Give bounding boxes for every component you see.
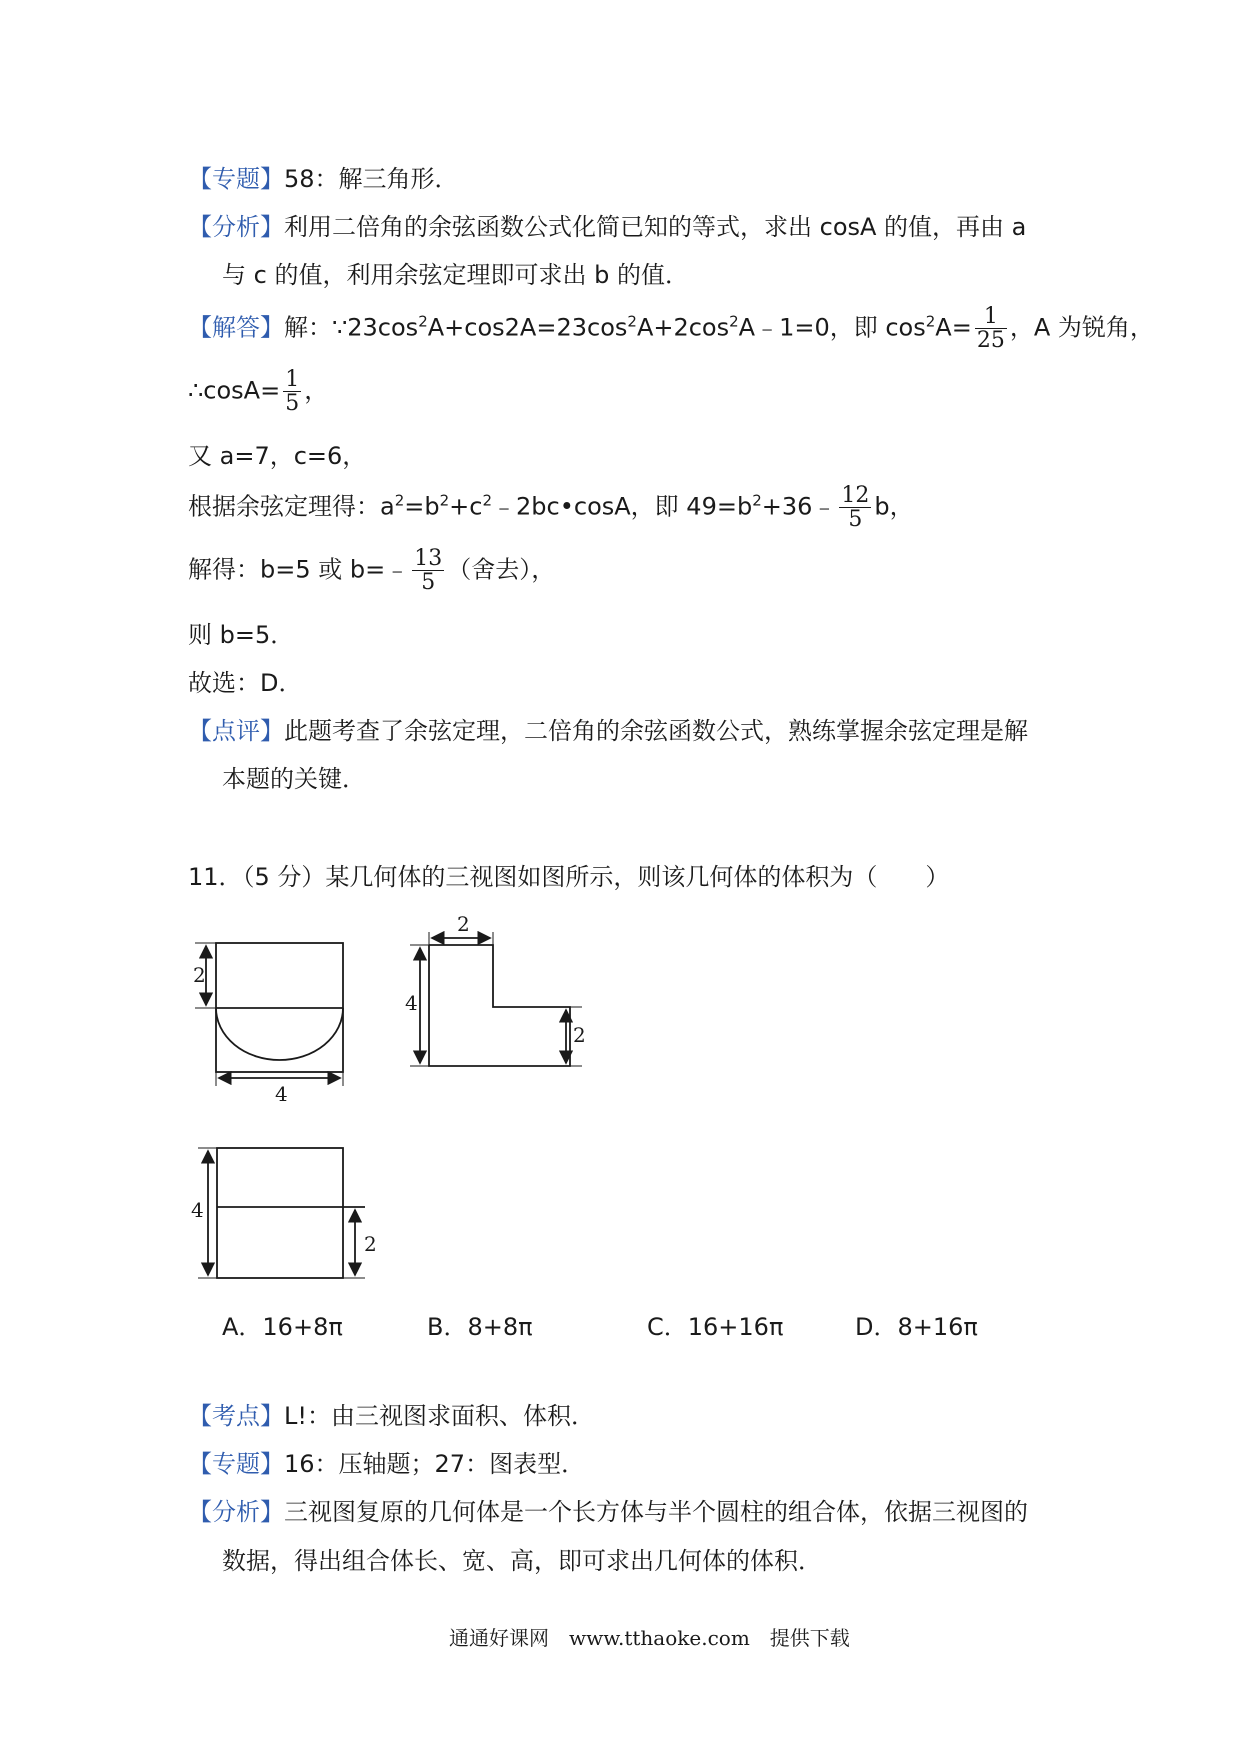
side-view bbox=[410, 932, 582, 1066]
topic-text: 58：解三角形． bbox=[284, 165, 459, 193]
side-step-label: 2 bbox=[573, 1023, 586, 1047]
exponent: 2 bbox=[729, 312, 739, 331]
solution-text: +c bbox=[449, 492, 483, 521]
solution-line-6: 则 b=5． bbox=[188, 621, 295, 649]
analysis2-tag: 【分析】 bbox=[188, 1498, 284, 1526]
review-line-1 bbox=[188, 711, 1028, 746]
analysis-line-2: 与 c 的值，利用余弦定理即可求出 b 的值． bbox=[222, 261, 689, 289]
solution-text: A+cos2A=23cos bbox=[427, 313, 628, 342]
solution-text: 根据余弦定理得：a bbox=[188, 492, 395, 521]
analysis2-text-1: 三视图复原的几何体是一个长方体与半个圆柱的组合体，依据三视图的 bbox=[284, 1498, 1028, 1526]
solution-text: b， bbox=[874, 492, 914, 521]
top-step-label: 2 bbox=[364, 1232, 377, 1256]
solution-text: ，A 为锐角， bbox=[1009, 313, 1154, 342]
front-height-label: 2 bbox=[193, 963, 206, 987]
solution-line-4 bbox=[188, 484, 914, 531]
exponent: 2 bbox=[482, 491, 493, 510]
solution-text: （舍去）， bbox=[447, 555, 556, 584]
topic2-text: 16：压轴题；27：图表型． bbox=[284, 1450, 586, 1478]
solution-line-3: 又 a=7，c=6， bbox=[188, 442, 367, 470]
fraction-1-25: $\frac{1}{25}$ bbox=[976, 304, 1005, 354]
side-top-label: 2 bbox=[457, 912, 470, 936]
fraction-1-5: $\frac{1}{5}$ bbox=[285, 367, 300, 417]
choice-a: A．16+8π bbox=[222, 1313, 343, 1341]
side-height-label: 4 bbox=[405, 991, 418, 1015]
solution-text: +36﹣ bbox=[761, 492, 837, 521]
exponent: 2 bbox=[418, 312, 428, 331]
exponent: 2 bbox=[627, 312, 637, 331]
solution-tag: 【解答】 bbox=[188, 313, 284, 342]
exponent: 2 bbox=[752, 491, 762, 510]
analysis2-line-2: 数据，得出组合体长、宽、高，即可求出几何体的体积． bbox=[222, 1547, 822, 1575]
solution-text: ∴cosA= bbox=[188, 376, 281, 405]
analysis-text-1: 利用二倍角的余弦函数公式化简已知的等式，求出 cosA 的值，再由 a bbox=[284, 213, 1027, 241]
solution-text: A+2cos bbox=[636, 313, 730, 342]
topic-tag: 【专题】 bbox=[188, 165, 284, 193]
solution-text: A= bbox=[935, 313, 972, 342]
keypoint-line bbox=[188, 1396, 595, 1431]
topic-line bbox=[188, 159, 459, 194]
solution-line-5 bbox=[188, 547, 555, 594]
solution-text: 解得：b=5 或 b=﹣ bbox=[188, 555, 410, 584]
front-view bbox=[195, 943, 343, 1086]
analysis-line-1 bbox=[188, 207, 1026, 242]
exponent: 2 bbox=[394, 491, 405, 510]
three-view-figure bbox=[180, 902, 600, 1282]
analysis-tag: 【分析】 bbox=[188, 213, 284, 241]
keypoint-text: L!：由三视图求面积、体积． bbox=[284, 1402, 595, 1430]
fraction-12-5: $\frac{12}{5}$ bbox=[841, 483, 870, 533]
topic2-tag: 【专题】 bbox=[188, 1450, 284, 1478]
solution-text: ﹣2bc•cosA，即 49=b bbox=[492, 492, 753, 521]
top-view bbox=[198, 1148, 365, 1278]
exponent: 2 bbox=[925, 312, 936, 331]
choice-c: C．16+16π bbox=[647, 1313, 784, 1341]
solution-text: 解：∵23cos bbox=[284, 313, 419, 342]
question-11-stem: 11．（5 分）某几何体的三视图如图所示，则该几何体的体积为（ ） bbox=[188, 863, 950, 891]
choice-d: D．8+16π bbox=[855, 1313, 978, 1341]
solution-text: ， bbox=[304, 376, 329, 405]
solution-line-1 bbox=[188, 305, 1154, 352]
fraction-13-5: $\frac{13}{5}$ bbox=[414, 546, 443, 596]
choice-b: B．8+8π bbox=[427, 1313, 533, 1341]
review-line-2: 本题的关键． bbox=[222, 765, 366, 793]
exponent: 2 bbox=[439, 491, 450, 510]
footer-credit: 通通好课网 www.tthaoke.com 提供下载 bbox=[449, 1626, 850, 1650]
solution-line-2 bbox=[188, 368, 328, 415]
front-width-label: 4 bbox=[275, 1082, 288, 1106]
analysis2-line-1 bbox=[188, 1492, 1028, 1527]
solution-text: A﹣1=0，即 cos bbox=[738, 313, 926, 342]
solution-text: =b bbox=[404, 492, 440, 521]
topic2-line bbox=[188, 1444, 585, 1479]
review-text-1: 此题考查了余弦定理，二倍角的余弦函数公式，熟练掌握余弦定理是解 bbox=[284, 717, 1028, 745]
solution-line-7: 故选：D． bbox=[188, 669, 303, 697]
review-tag: 【点评】 bbox=[188, 717, 284, 745]
keypoint-tag: 【考点】 bbox=[188, 1402, 284, 1430]
top-height-label: 4 bbox=[191, 1198, 204, 1222]
